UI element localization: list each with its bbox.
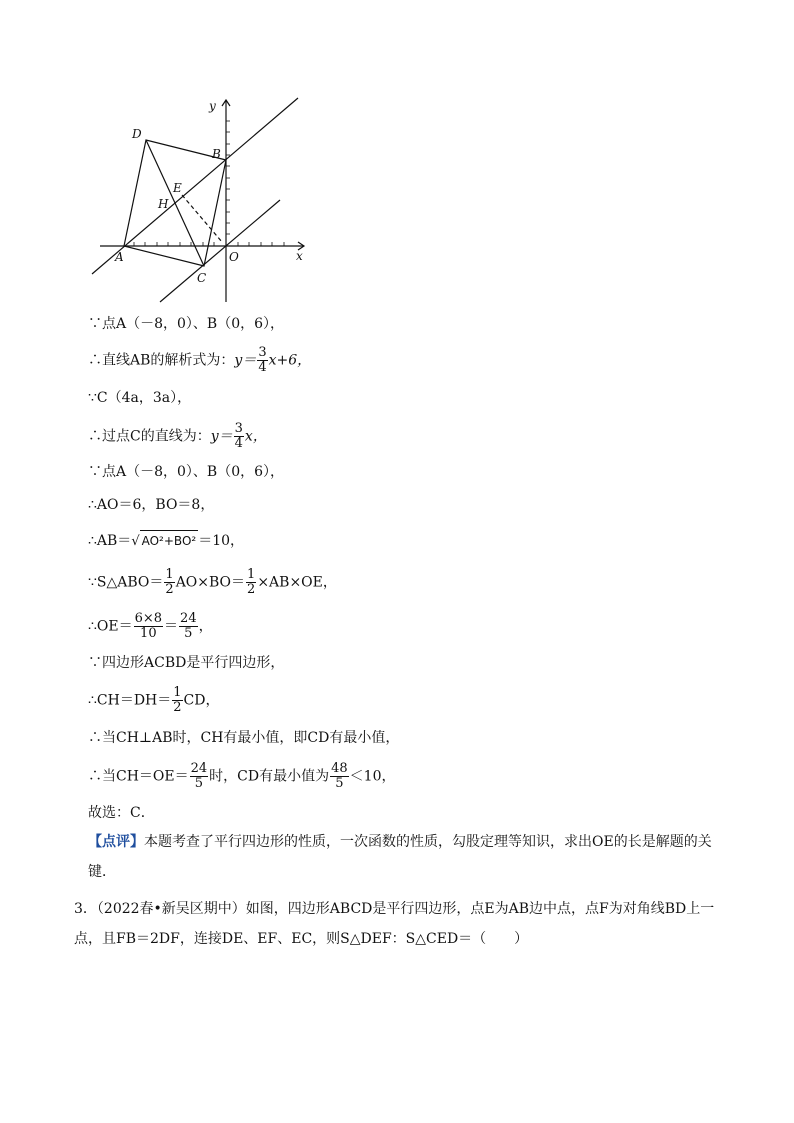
label-a: A	[115, 250, 124, 264]
solution-line-3: ∵C（4a，3a），	[88, 390, 192, 406]
solution-line-6: ∴AO＝6，BO＝8，	[88, 497, 215, 513]
solution-line-7: ∴AB＝√ AO²+BO² ＝10，	[88, 530, 244, 552]
label-o: O	[229, 250, 239, 264]
comment-text: 本题考查了平行四边形的性质，一次函数的性质，勾股定理等知识，求出OE的长是解题的关键．	[88, 834, 712, 880]
solution-line-2: ∴直线AB的解析式为：y＝ $\frac{3}{4}$ x+6，	[88, 345, 312, 375]
label-y: y	[209, 99, 216, 113]
solution-line-12: ∴当CH⊥AB时，CH有最小值，即CD有最小值，	[88, 730, 400, 746]
solution-line-10: ∵四边形ACBD是平行四边形，	[88, 655, 285, 671]
coordinate-figure	[88, 92, 318, 307]
label-x: x	[296, 249, 303, 263]
solution-line-1: ∵点A（－8，0）、B（0，6），	[88, 316, 285, 332]
label-b: B	[212, 147, 221, 161]
label-c: C	[197, 271, 207, 285]
solution-line-9: ∴OE＝ $\frac{6\times 8}{10}$ ＝ $\frac{24}{5}$ ，	[88, 611, 213, 641]
comment-paragraph	[88, 827, 728, 887]
label-e: E	[173, 181, 182, 195]
comment-bracket: 【点评】	[88, 834, 144, 850]
segment-oe	[182, 195, 222, 242]
label-d: D	[132, 127, 142, 141]
solution-line-8: ∵S△ABO＝ $\frac{1}{2}$ AO×BO＝ $\frac{1}{2}$ ×AB×OE，	[88, 567, 337, 597]
solution-line-4: ∴过点C的直线为：y＝ $\frac{3}{4}$ x，	[88, 421, 267, 451]
solution-line-11: ∴CH＝DH＝ $\frac{1}{2}$ CD，	[88, 685, 220, 715]
solution-line-13: ∴当CH＝OE＝ $\frac{24}{5}$ 时，CD有最小值为 $\frac{48}{5}$ ＜10，	[88, 761, 396, 791]
solution-line-14: 故选：C．	[88, 805, 155, 821]
line-oc	[160, 200, 280, 302]
label-h: H	[158, 197, 169, 211]
solution-line-5: ∵点A（－8，0）、B（0，6），	[88, 464, 285, 480]
question-3: 3．（2022春•新吴区期中）如图，四边形ABCD是平行四边形，点E为AB边中点，点F为对角线BD上一点，且FB＝2DF，连接DE、EF、EC，则S△DEF：S△CED＝（ ）	[74, 901, 715, 947]
diagonal-dc	[146, 140, 204, 266]
